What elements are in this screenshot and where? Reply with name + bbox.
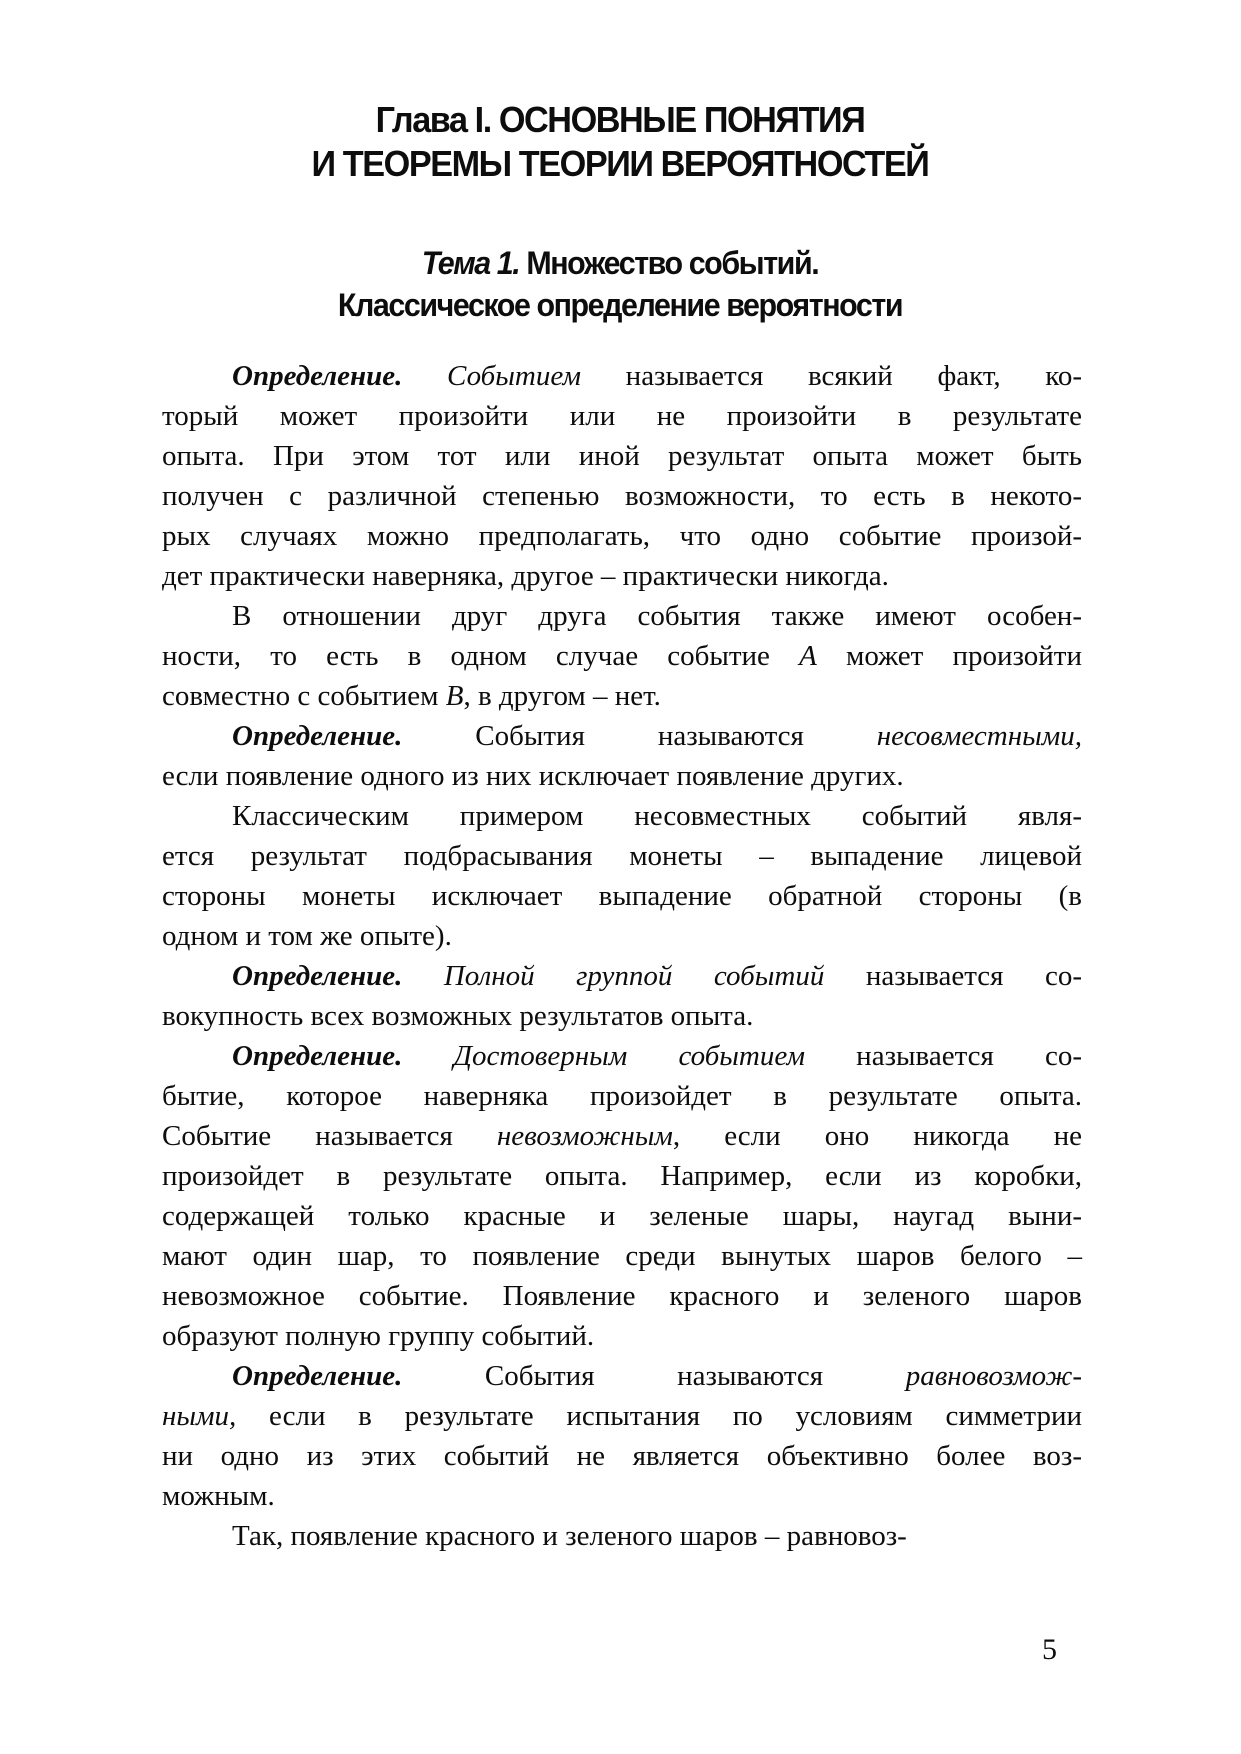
text-run: ности, то есть в одном случае событие	[162, 640, 800, 672]
text-run: Классическим примером несовместных событий явля-	[232, 800, 1082, 832]
text-line	[162, 1036, 1082, 1076]
text-line	[162, 636, 1082, 676]
text-run: Так, появление красного и зеленого шаров – равновоз-	[232, 1520, 907, 1552]
text-run: образуют полную группу событий.	[162, 1320, 595, 1352]
text-run: может произойти	[816, 640, 1082, 672]
chapter-heading-line2: И ТЕОРЕМЫ ТЕОРИИ ВЕРОЯТНОСТЕЙ	[311, 143, 929, 184]
text-run: События называются	[402, 720, 877, 752]
text-line	[162, 1116, 1082, 1156]
text-line	[162, 1076, 1082, 1116]
text-run: называется всякий факт, ко-	[581, 360, 1082, 392]
text-line	[162, 1236, 1082, 1276]
topic-heading-lead: Тема 1.	[421, 245, 520, 281]
text-run: содержащей только красные и зеленые шары, наугад выни-	[162, 1200, 1082, 1232]
text-run: получен с различной степенью возможности, то есть в некото-	[162, 480, 1082, 512]
text-run: ными,	[162, 1400, 237, 1432]
text-line	[162, 476, 1082, 516]
text-line	[162, 356, 1082, 396]
text-run: B	[445, 680, 464, 712]
text-line	[162, 796, 1082, 836]
text-run: мают один шар, то появление среди вынутых шаров белого –	[162, 1240, 1082, 1272]
text-run: несовместными,	[876, 720, 1082, 752]
text-line	[162, 1276, 1082, 1316]
text-line	[162, 596, 1082, 636]
page-number: 5	[1042, 1633, 1057, 1666]
text-run: торый может произойти или не произойти в результате	[162, 400, 1082, 432]
text-run: В отношении друг друга события также имеют особен-	[232, 600, 1082, 632]
text-run: Полной группой событий	[402, 960, 825, 992]
text-line	[162, 1316, 1082, 1356]
chapter-heading	[183, 98, 1057, 186]
definition-lead: Определение.	[232, 720, 403, 752]
text-run: вокупность всех возможных результатов опыта.	[162, 1000, 754, 1032]
text-line	[162, 756, 1082, 796]
text-line	[162, 1436, 1082, 1476]
text-run: опыта. При этом тот или иной результат опыта может быть	[162, 440, 1082, 472]
definition-lead: Определение.	[232, 1040, 403, 1072]
text-line	[162, 1196, 1082, 1236]
text-run: , в другом – нет.	[463, 680, 661, 712]
definition-lead: Определение.	[232, 360, 403, 392]
text-run: стороны монеты исключает выпадение обратной стороны (в	[162, 880, 1082, 912]
text-line	[162, 996, 1082, 1036]
text-line	[162, 876, 1082, 916]
text-line	[162, 836, 1082, 876]
text-line	[162, 1476, 1082, 1516]
text-run: A	[799, 640, 817, 672]
text-run: произойдет в результате опыта. Например, если из коробки,	[162, 1160, 1082, 1192]
text-line	[162, 1516, 1082, 1556]
text-run: бытие, которое наверняка произойдет в результате опыта.	[162, 1080, 1082, 1112]
text-run: называется со-	[824, 960, 1082, 992]
text-run: дет практически наверняка, другое – практически никогда.	[162, 560, 889, 592]
topic-heading-rest: Множество событий.	[519, 245, 819, 281]
text-run: если появление одного из них исключает появление других.	[162, 760, 904, 792]
text-run: можным.	[162, 1480, 275, 1512]
body-text	[162, 356, 1082, 1556]
text-line	[162, 676, 1082, 716]
text-line	[162, 1156, 1082, 1196]
text-line	[162, 916, 1082, 956]
text-line	[162, 396, 1082, 436]
text-line	[162, 716, 1082, 756]
text-run: Событие называется	[162, 1120, 497, 1152]
text-run: называется со-	[805, 1040, 1082, 1072]
text-line	[162, 956, 1082, 996]
text-line	[162, 1396, 1082, 1436]
text-line	[162, 436, 1082, 476]
text-line	[162, 1356, 1082, 1396]
text-run: ни одно из этих событий не является объективно более воз-	[162, 1440, 1082, 1472]
topic-heading-line2: Классическое определение вероятности	[337, 287, 903, 323]
definition-lead: Определение.	[232, 960, 403, 992]
text-run: Событием	[402, 360, 582, 392]
text-run: Достоверным событием	[402, 1040, 806, 1072]
text-run: События называются	[402, 1360, 906, 1392]
chapter-heading-line1: Глава I. ОСНОВНЫЕ ПОНЯТИЯ	[375, 99, 865, 140]
definition-lead: Определение.	[232, 1360, 403, 1392]
text-run: рых случаях можно предполагать, что одно событие произой-	[162, 520, 1082, 552]
text-run: равновозмож-	[905, 1360, 1082, 1392]
text-run: невозможным	[496, 1120, 673, 1152]
text-run: если в результате испытания по условиям симметрии	[236, 1400, 1082, 1432]
text-run: ется результат подбрасывания монеты – выпадение лицевой	[162, 840, 1082, 872]
text-run: невозможное событие. Появление красного и зеленого шаров	[162, 1280, 1082, 1312]
text-run: , если оно никогда не	[672, 1120, 1082, 1152]
text-line	[162, 556, 1082, 596]
text-run: совместно с событием	[162, 680, 446, 712]
text-line	[162, 516, 1082, 556]
text-run: одном и том же опыте).	[162, 920, 452, 952]
topic-heading	[183, 242, 1057, 326]
